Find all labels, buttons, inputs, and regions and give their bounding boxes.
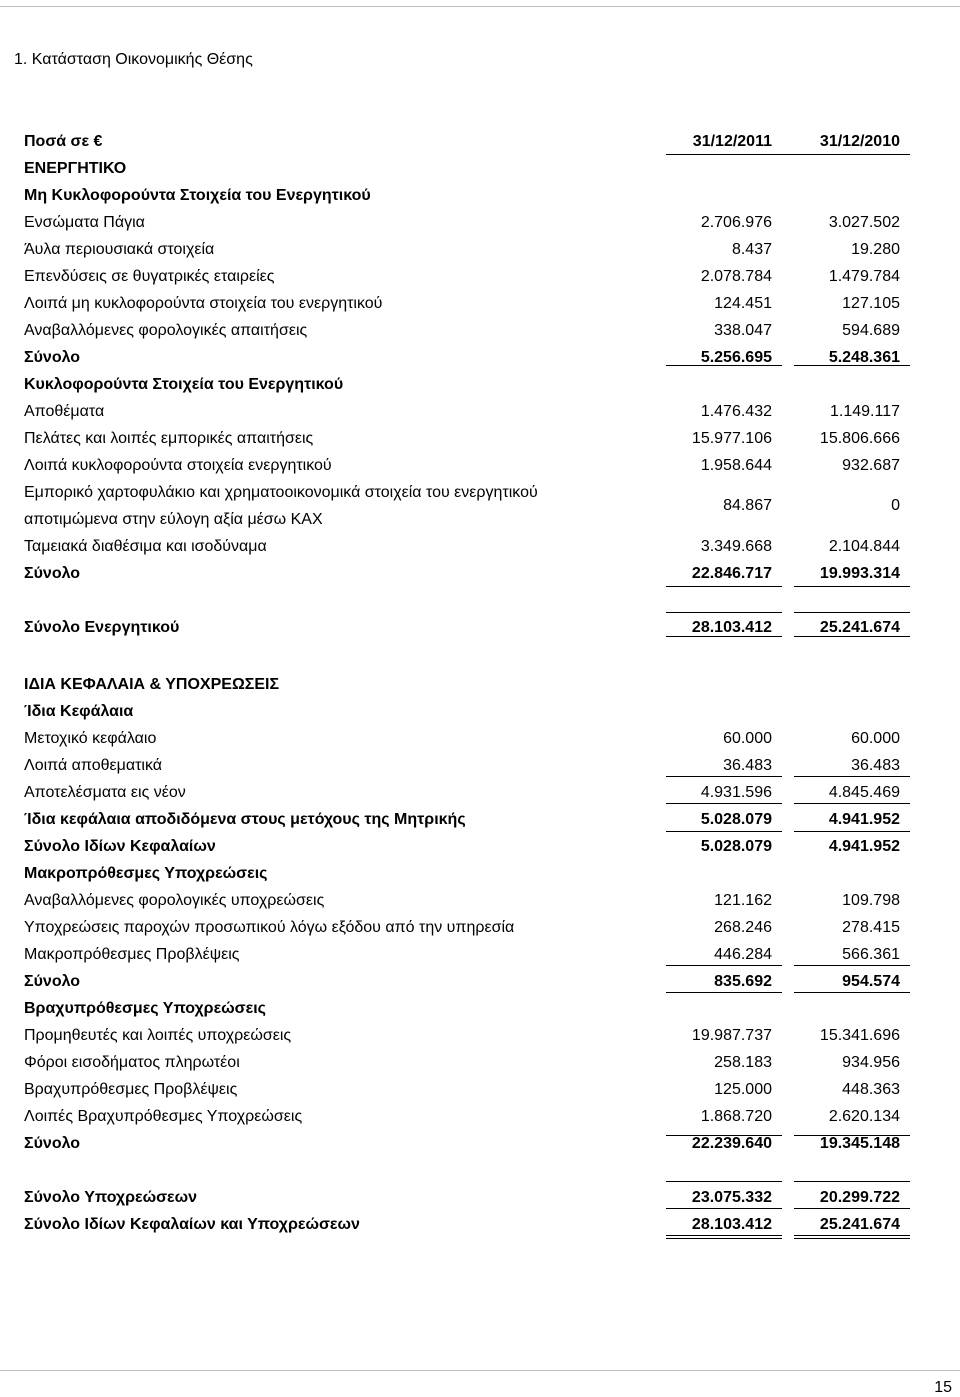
row-label: ΙΔΙΑ ΚΕΦΑΛΑΙΑ & ΥΠΟΧΡΕΩΣΕΙΣ — [24, 676, 280, 693]
value-2010: 4.845.469 — [828, 784, 900, 801]
row-label: Προμηθευτές και λοιπές υποχρεώσεις — [24, 1027, 292, 1044]
row-label: Αναβαλλόμενες φορολογικές απαιτήσεις — [24, 322, 308, 339]
table-row — [24, 344, 910, 371]
total-underline — [666, 636, 782, 637]
total-underline — [666, 365, 782, 366]
value-2011: 22.846.717 — [691, 565, 772, 582]
table-header — [24, 128, 910, 155]
row-label: Λοιπά μη κυκλοφορούντα στοιχεία του ενεργητικού — [24, 295, 383, 312]
row-label: ΕΝΕΡΓΗΤΙΚΟ — [24, 160, 127, 177]
value-2010: 127.105 — [842, 295, 900, 312]
value-2010: 25.241.674 — [819, 619, 900, 636]
value-2011: 835.692 — [714, 973, 772, 990]
value-2010: 278.415 — [842, 919, 900, 936]
total-underline — [794, 1238, 910, 1239]
row-label: Βραχυπρόθεσμες Υποχρεώσεις — [24, 1000, 266, 1017]
value-2011: 2.706.976 — [700, 214, 772, 231]
value-2011: 121.162 — [714, 892, 772, 909]
row-label: Φόροι εισοδήματος πληρωτέοι — [24, 1054, 240, 1071]
value-2011: 22.239.640 — [691, 1135, 772, 1152]
table-row — [24, 236, 910, 263]
value-2011: 124.451 — [714, 295, 772, 312]
row-label: Μη Κυκλοφορούντα Στοιχεία του Ενεργητικού — [24, 187, 371, 204]
table-row — [24, 914, 910, 941]
total-underline — [794, 776, 910, 777]
value-2010: 15.806.666 — [819, 430, 900, 447]
value-2011: 258.183 — [714, 1054, 772, 1071]
total-underline — [666, 803, 782, 804]
table-row — [24, 398, 910, 425]
value-2010: 109.798 — [842, 892, 900, 909]
value-2011: 84.867 — [723, 497, 772, 514]
table-row — [24, 806, 910, 833]
value-2011: 1.868.720 — [700, 1108, 772, 1125]
value-2010: 19.280 — [851, 241, 900, 258]
table-row — [24, 425, 910, 452]
total-underline — [794, 1208, 910, 1209]
row-label: Σύνολο Ιδίων Κεφαλαίων και Υποχρεώσεων — [24, 1216, 360, 1233]
value-2010: 566.361 — [842, 946, 900, 963]
value-2010: 1.479.784 — [828, 268, 900, 285]
value-2010: 2.620.134 — [828, 1108, 900, 1125]
value-2011: 1.958.644 — [700, 457, 772, 474]
value-2010: 19.345.148 — [819, 1135, 900, 1152]
value-2010: 3.027.502 — [828, 214, 900, 231]
value-2010: 5.248.361 — [828, 349, 900, 366]
value-2010: 2.104.844 — [828, 538, 900, 555]
table-row — [24, 779, 910, 806]
col-2010-header: 31/12/2010 — [819, 133, 900, 150]
total-underline — [794, 1235, 910, 1236]
value-2011: 338.047 — [714, 322, 772, 339]
table-row — [24, 887, 910, 914]
row-label: Αποθέματα — [24, 403, 105, 420]
row-label: Βραχυπρόθεσμες Προβλέψεις — [24, 1081, 238, 1098]
row-label: Σύνολο Ιδίων Κεφαλαίων — [24, 838, 216, 855]
value-2011: 4.931.596 — [700, 784, 772, 801]
value-2011: 15.977.106 — [691, 430, 772, 447]
total-underline — [794, 965, 910, 966]
value-2011: 60.000 — [723, 730, 772, 747]
value-2010: 448.363 — [842, 1081, 900, 1098]
table-row — [24, 1184, 910, 1211]
value-2011: 5.256.695 — [700, 349, 772, 366]
total-underline — [666, 1135, 782, 1136]
row-label: Επενδύσεις σε θυγατρικές εταιρείες — [24, 268, 275, 285]
table-row — [24, 263, 910, 290]
row-label: Σύνολο Υποχρεώσεων — [24, 1189, 198, 1206]
row-label: Ταμειακά διαθέσιμα και ισοδύναμα — [24, 538, 267, 555]
row-label: Σύνολο — [24, 565, 81, 582]
row-label: Άυλα περιουσιακά στοιχεία — [24, 241, 215, 258]
table-row — [24, 155, 910, 182]
row-label-continued: αποτιμώμενα στην εύλογη αξία μέσω ΚΑΧ — [24, 511, 323, 528]
table-row — [24, 1049, 910, 1076]
value-2011: 1.476.432 — [700, 403, 772, 420]
value-2010: 25.241.674 — [819, 1216, 900, 1233]
value-2010: 1.149.117 — [830, 403, 900, 420]
value-2011: 446.284 — [714, 946, 772, 963]
table-row — [24, 1211, 910, 1238]
total-underline — [794, 803, 910, 804]
total-underline — [666, 1235, 782, 1236]
total-underline — [666, 612, 782, 613]
table-row — [24, 479, 910, 533]
table-row — [24, 1103, 910, 1130]
row-label: Λοιπά κυκλοφορούντα στοιχεία ενεργητικού — [24, 457, 332, 474]
total-underline — [794, 636, 910, 637]
total-underline — [666, 831, 782, 832]
table-row — [24, 968, 910, 995]
total-underline — [666, 776, 782, 777]
table-row — [24, 1022, 910, 1049]
value-2011: 8.437 — [731, 241, 772, 258]
table-row — [24, 671, 910, 698]
table-row — [24, 533, 910, 560]
total-underline — [794, 1135, 910, 1136]
row-label: Μακροπρόθεσμες Προβλέψεις — [24, 946, 240, 963]
value-2010: 934.956 — [842, 1054, 900, 1071]
top-rule — [0, 6, 960, 7]
table-row — [24, 941, 910, 968]
table-row — [24, 317, 910, 344]
table-row — [24, 452, 910, 479]
value-2010: 60.000 — [851, 730, 900, 747]
row-label: Κυκλοφορούντα Στοιχεία του Ενεργητικού — [24, 376, 344, 393]
value-2010: 4.941.952 — [828, 811, 900, 828]
table-row — [24, 209, 910, 236]
row-label: Εμπορικό χαρτοφυλάκιο και χρηματοοικονομικά στοιχεία του ενεργητικού — [24, 484, 538, 501]
value-2011: 36.483 — [723, 757, 772, 774]
table-row — [24, 833, 910, 860]
total-underline — [666, 1181, 782, 1182]
value-2010: 954.574 — [842, 973, 900, 990]
value-2010: 36.483 — [851, 757, 900, 774]
table-row — [24, 752, 910, 779]
total-underline — [794, 586, 910, 587]
value-2011: 2.078.784 — [700, 268, 772, 285]
value-2011: 23.075.332 — [691, 1189, 772, 1206]
value-2011: 125.000 — [714, 1081, 772, 1098]
row-label: Ενσώματα Πάγια — [24, 214, 145, 231]
row-label: Σύνολο Ενεργητικού — [24, 619, 180, 636]
total-underline — [794, 992, 910, 993]
value-2011: 28.103.412 — [691, 1216, 772, 1233]
value-2010: 0 — [891, 497, 900, 514]
total-underline — [794, 831, 910, 832]
col-2011-header: 31/12/2011 — [692, 133, 772, 150]
row-label: Ίδια κεφάλαια αποδιδόμενα στους μετόχους της Μητρικής — [24, 811, 466, 828]
total-underline — [794, 612, 910, 613]
table-row — [24, 290, 910, 317]
total-underline — [794, 1181, 910, 1182]
value-2010: 594.689 — [842, 322, 900, 339]
value-2010: 4.941.952 — [828, 838, 900, 855]
value-2011: 5.028.079 — [700, 811, 772, 828]
row-label: Σύνολο — [24, 973, 81, 990]
currency-label: Ποσά σε € — [24, 133, 103, 150]
table-row — [24, 1076, 910, 1103]
row-label: Λοιπά αποθεματικά — [24, 757, 163, 774]
row-label: Αποτελέσματα εις νέον — [24, 784, 186, 801]
value-2010: 15.341.696 — [819, 1027, 900, 1044]
value-2011: 19.987.737 — [691, 1027, 772, 1044]
total-underline — [794, 365, 910, 366]
page-number: 15 — [934, 1379, 952, 1396]
footer-rule — [0, 1370, 960, 1371]
total-underline — [666, 154, 910, 155]
total-underline — [666, 1208, 782, 1209]
row-label: Μετοχικό κεφάλαιο — [24, 730, 157, 747]
total-underline — [666, 965, 782, 966]
table-row — [24, 560, 910, 587]
table-row — [24, 725, 910, 752]
value-2010: 20.299.722 — [819, 1189, 900, 1206]
value-2011: 28.103.412 — [691, 619, 772, 636]
row-label: Σύνολο — [24, 1135, 81, 1152]
total-underline — [666, 992, 782, 993]
table-row — [24, 995, 910, 1022]
table-row — [24, 182, 910, 209]
row-label: Ίδια Κεφάλαια — [24, 703, 134, 720]
total-underline — [666, 586, 782, 587]
row-label: Σύνολο — [24, 349, 81, 366]
page-title: 1. Κατάσταση Οικονομικής Θέσης — [14, 51, 253, 68]
row-label: Αναβαλλόμενες φορολογικές υποχρεώσεις — [24, 892, 325, 909]
value-2010: 932.687 — [842, 457, 900, 474]
value-2011: 268.246 — [714, 919, 772, 936]
value-2011: 3.349.668 — [700, 538, 772, 555]
row-label: Μακροπρόθεσμες Υποχρεώσεις — [24, 865, 268, 882]
table-row — [24, 860, 910, 887]
value-2011: 5.028.079 — [700, 838, 772, 855]
row-label: Λοιπές Βραχυπρόθεσμες Υποχρεώσεις — [24, 1108, 303, 1125]
row-label: Πελάτες και λοιπές εμπορικές απαιτήσεις — [24, 430, 314, 447]
table-row — [24, 698, 910, 725]
row-label: Υποχρεώσεις παροχών προσωπικού λόγω εξόδου από την υπηρεσία — [24, 919, 515, 936]
value-2010: 19.993.314 — [819, 565, 900, 582]
table-row — [24, 371, 910, 398]
total-underline — [666, 1238, 782, 1239]
